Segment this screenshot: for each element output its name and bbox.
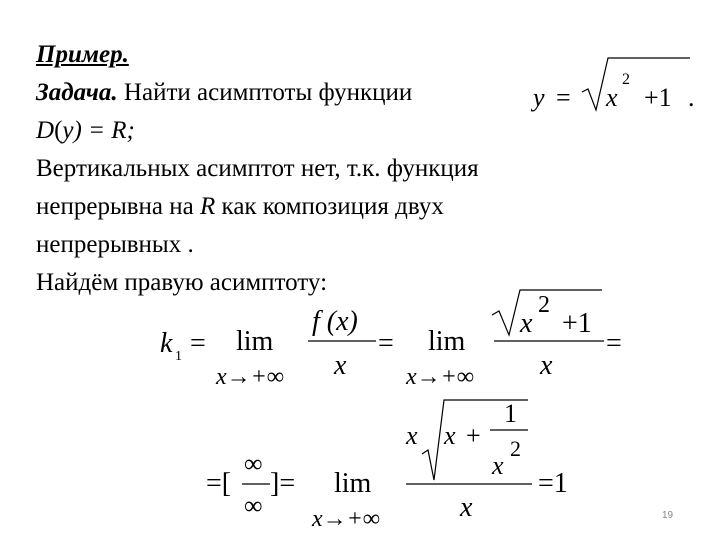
second-under: x→+∞	[312, 506, 380, 532]
continuity-r: R	[200, 193, 216, 220]
k1-num2-plus: +1	[562, 308, 592, 339]
func-eq: =	[556, 83, 571, 112]
second-inf-top: ∞	[244, 449, 263, 478]
second-x2: x	[492, 451, 504, 480]
func-y: y	[533, 83, 545, 112]
second-result: =1	[538, 468, 568, 499]
func-x: x	[606, 83, 618, 112]
domain-d: D	[36, 117, 55, 144]
k1-num2-two: 2	[538, 292, 550, 318]
second-eq-open: =[	[206, 468, 232, 499]
example-heading: Пример.	[36, 41, 129, 68]
page-number: 19	[662, 510, 674, 521]
second-x-out: x	[406, 421, 418, 450]
k1-under1: x→+∞	[216, 364, 284, 390]
k1-under2: x→+∞	[406, 364, 474, 390]
k1-eq2: =	[378, 328, 394, 359]
func-plus-one: +1	[644, 83, 672, 112]
second-lim: lim	[334, 468, 372, 499]
second-formula	[206, 399, 568, 532]
task-label: Задача.	[36, 79, 118, 106]
second-inf-bot: ∞	[244, 491, 263, 520]
k1-den2: x	[540, 350, 553, 381]
k1-num2-x: x	[520, 308, 533, 339]
second-two: 2	[510, 436, 521, 461]
function-formula	[530, 58, 695, 112]
continuity-text-a: непрерывна на	[36, 193, 201, 220]
continuous-line: непрерывных .	[36, 231, 194, 258]
k1-eq3: =	[606, 328, 622, 359]
k1-formula	[160, 290, 622, 390]
k1-den1: x	[334, 350, 347, 381]
func-dot: .	[688, 83, 695, 112]
second-den: x	[460, 492, 473, 523]
second-plus: +	[466, 421, 481, 450]
func-two: 2	[622, 71, 630, 88]
k1-lim2: lim	[428, 326, 466, 357]
domain-y: y	[62, 117, 74, 144]
continuity-text-b: как композиция двух	[215, 193, 444, 220]
second-x-in: x	[444, 421, 456, 450]
k1-sub: 1	[175, 349, 182, 364]
func-sqrt	[582, 58, 690, 110]
vertical-asymptotes-line: Вертикальных асимптот нет, т.к. функция	[36, 155, 479, 182]
second-close-eq: ]=	[270, 468, 296, 499]
domain-lp: (	[54, 117, 63, 144]
k1-num1: f (x)	[312, 306, 358, 337]
domain-rest: ) = R;	[73, 117, 135, 144]
k1-k: k	[160, 328, 173, 359]
task-text: Найти асимптоты функции	[117, 79, 413, 106]
k1-eq1: =	[190, 328, 206, 359]
right-asymptote-line: Найдём правую асимптоту:	[36, 269, 328, 296]
k1-lim1: lim	[236, 326, 274, 357]
second-one: 1	[504, 399, 517, 428]
